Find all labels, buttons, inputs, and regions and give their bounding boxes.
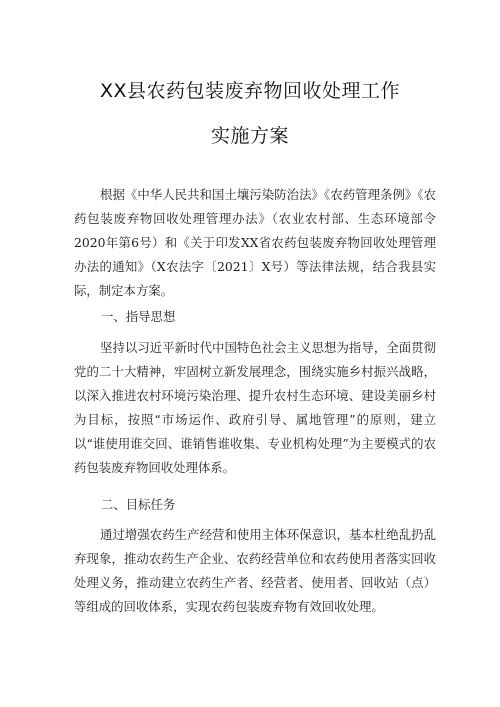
section-body-guiding-ideology: 坚持以习近平新时代中国特色社会主义思想为指导，全面贯彻党的二十大精神，牢固树立新发展理念，围绕实施乡村振兴战略，以深入推进农村环境污染治理、提升农村生态环境、建设美丽乡村为目标，按照“市场运作、政府引导、属地管理”的原则，建立以“谁使用谁交回、谁销售谁收集、专业机构处理”为主要模式的农药包装废弃物回收处理体系。 bbox=[74, 340, 436, 475]
section-body-goals-tasks: 通过增强农药生产经营和使用主体环保意识，基本杜绝乱扔乱弃现象，推动农药生产企业、农药经营单位和农药使用者落实回收处理义务，推动建立农药生产者、经营者、使用者、回收站（点）等组成的回收体系，实现农药包装废弃物有效回收处理。 bbox=[74, 527, 436, 614]
section-heading-goals-tasks: 二、目标任务 bbox=[101, 497, 176, 512]
intro-paragraph: 根据《中华人民共和国土壤污染防治法》《农药管理条例》《农药包装废弃物回收处理管理办法》（农业农村部、生态环境部令2020年第6号）和《关于印发XX省农药包装废弃物回收处理管理办法的通知》（X农法字〔2021〕X号）等法律法规，结合我县实际，制定本方案。 bbox=[74, 187, 436, 298]
document-title-line2: 实施方案 bbox=[210, 125, 289, 147]
document-title-line1: XX县农药包装废弃物回收处理工作 bbox=[99, 80, 401, 102]
section-heading-guiding-ideology: 一、指导思想 bbox=[101, 309, 176, 324]
